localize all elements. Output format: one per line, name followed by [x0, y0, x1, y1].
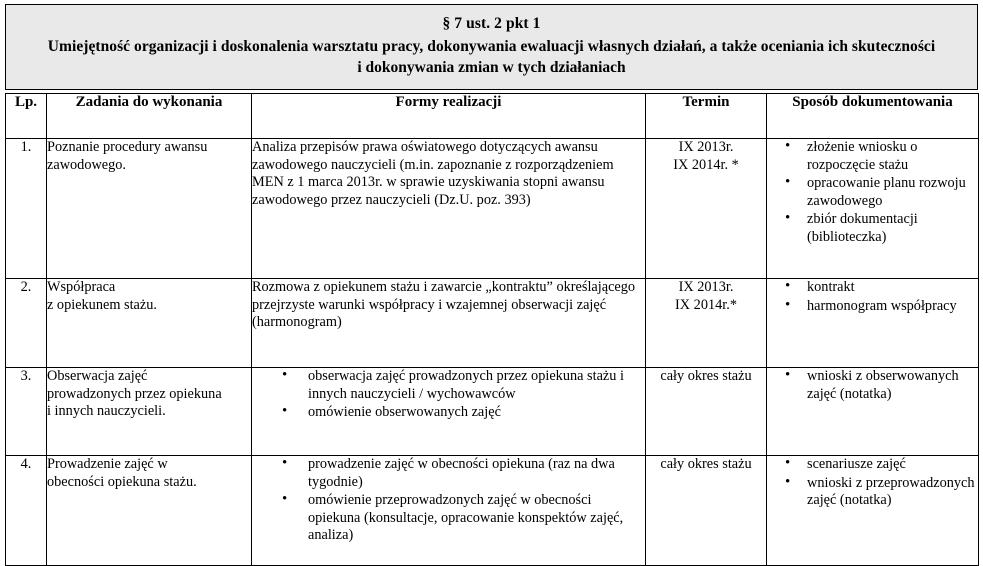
term-line: IX 2014r.*	[675, 296, 737, 313]
list-item: • omówienie przeprowadzonych zajęć w obecności opiekuna (konsultacje, opracowanie konspektów zajęć, analiza)	[282, 492, 645, 545]
row-documentation	[767, 139, 979, 279]
row-forms	[252, 368, 646, 456]
row-term	[646, 368, 767, 456]
row-number: 1.	[6, 139, 47, 279]
list-item: • prowadzenie zajęć w obecności opiekuna (raz na dwa tygodnie)	[282, 456, 645, 491]
list-item: • harmonogram współpracy	[785, 298, 978, 316]
table-body	[6, 139, 979, 566]
row-documentation	[767, 456, 979, 566]
term-line: IX 2013r.	[678, 139, 734, 155]
task-line: Obserwacja zajęć	[47, 368, 148, 384]
list-item: • złożenie wniosku o rozpoczęcie stażu	[785, 139, 978, 174]
column-header-tasks: Zadania do wykonania	[47, 94, 252, 139]
list-item: • kontrakt	[785, 279, 978, 297]
section-heading-reference: § 7 ust. 2 pkt 1	[442, 15, 541, 32]
task-line: zawodowego.	[47, 156, 127, 173]
table-header	[6, 94, 979, 139]
form-paragraph: Analiza przepisów prawa oświatowego dotyczących awansu zawodowego nauczycieli (m.in. zapoznanie z rozporządzeniem MEN z 1 marca 2013r. w sprawie uzyskiwania stopni awansu zawodowego przez nauczycieli (Dz.U. poz. 393)	[252, 139, 614, 208]
row-task	[47, 368, 252, 456]
column-header-lp: Lp.	[6, 94, 47, 139]
task-line: i innych nauczycieli.	[47, 403, 166, 419]
documentation-list	[767, 139, 978, 246]
row-term	[646, 456, 767, 566]
documentation-list	[767, 368, 978, 403]
row-term	[646, 139, 767, 279]
section-heading-line-1: Umiejętność organizacji i doskonalenia warsztatu pracy, dokonywania ewaluacji własnych działań, a także oceniania ich skuteczności	[47, 38, 936, 55]
row-forms	[252, 279, 646, 368]
table-row	[6, 139, 979, 279]
list-item: • obserwacja zajęć prowadzonych przez opiekuna stażu i innych nauczycieli / wychowawców	[282, 368, 645, 403]
documentation-list	[767, 456, 978, 510]
task-line: z opiekunem stażu.	[47, 296, 157, 313]
term-line: IX 2013r.	[678, 279, 734, 295]
section-heading-block	[5, 4, 978, 90]
term-line: IX 2014r. *	[673, 156, 739, 173]
term-line: cały okres stażu	[660, 368, 752, 384]
table-row	[6, 456, 979, 566]
forms-list	[252, 368, 645, 422]
column-header-forms: Formy realizacji	[252, 94, 646, 139]
list-item: • zbiór dokumentacji (biblioteczka)	[785, 211, 978, 246]
form-paragraph: Rozmowa z opiekunem stażu i zawarcie „kontraktu” określającego przejrzyste warunki współpracy i wzajemnej obserwacji zajęć (harmonogram)	[252, 279, 636, 330]
row-task	[47, 456, 252, 566]
row-number: 4.	[6, 456, 47, 566]
row-number: 2.	[6, 279, 47, 368]
row-term	[646, 279, 767, 368]
term-line: cały okres stażu	[660, 456, 752, 472]
task-line: Współpraca	[47, 279, 116, 295]
task-line: obecności opiekuna stażu.	[47, 473, 197, 490]
table-row	[6, 368, 979, 456]
table-row	[6, 279, 979, 368]
task-line: Poznanie procedury awansu	[47, 139, 208, 155]
row-forms	[252, 139, 646, 279]
forms-list	[252, 456, 645, 545]
list-item: • wnioski z przeprowadzonych zajęć (notatka)	[785, 475, 978, 510]
row-number: 3.	[6, 368, 47, 456]
plan-table	[5, 93, 979, 566]
column-header-term: Termin	[646, 94, 767, 139]
task-line: prowadzonych przez opiekuna	[47, 385, 222, 402]
task-line: Prowadzenie zajęć w	[47, 456, 168, 472]
row-forms	[252, 456, 646, 566]
section-heading-line-2: i dokonywania zmian w tych działaniach	[357, 59, 626, 76]
list-item: • omówienie obserwowanych zajęć	[282, 404, 645, 422]
row-documentation	[767, 279, 979, 368]
row-task	[47, 139, 252, 279]
table-header-row	[6, 94, 979, 139]
row-documentation	[767, 368, 979, 456]
list-item: • scenariusze zajęć	[785, 456, 978, 474]
row-task	[47, 279, 252, 368]
column-header-documentation: Sposób dokumentowania	[767, 94, 979, 139]
documentation-list	[767, 279, 978, 315]
list-item: • opracowanie planu rozwoju zawodowego	[785, 175, 978, 210]
list-item: • wnioski z obserwowanych zajęć (notatka)	[785, 368, 978, 403]
